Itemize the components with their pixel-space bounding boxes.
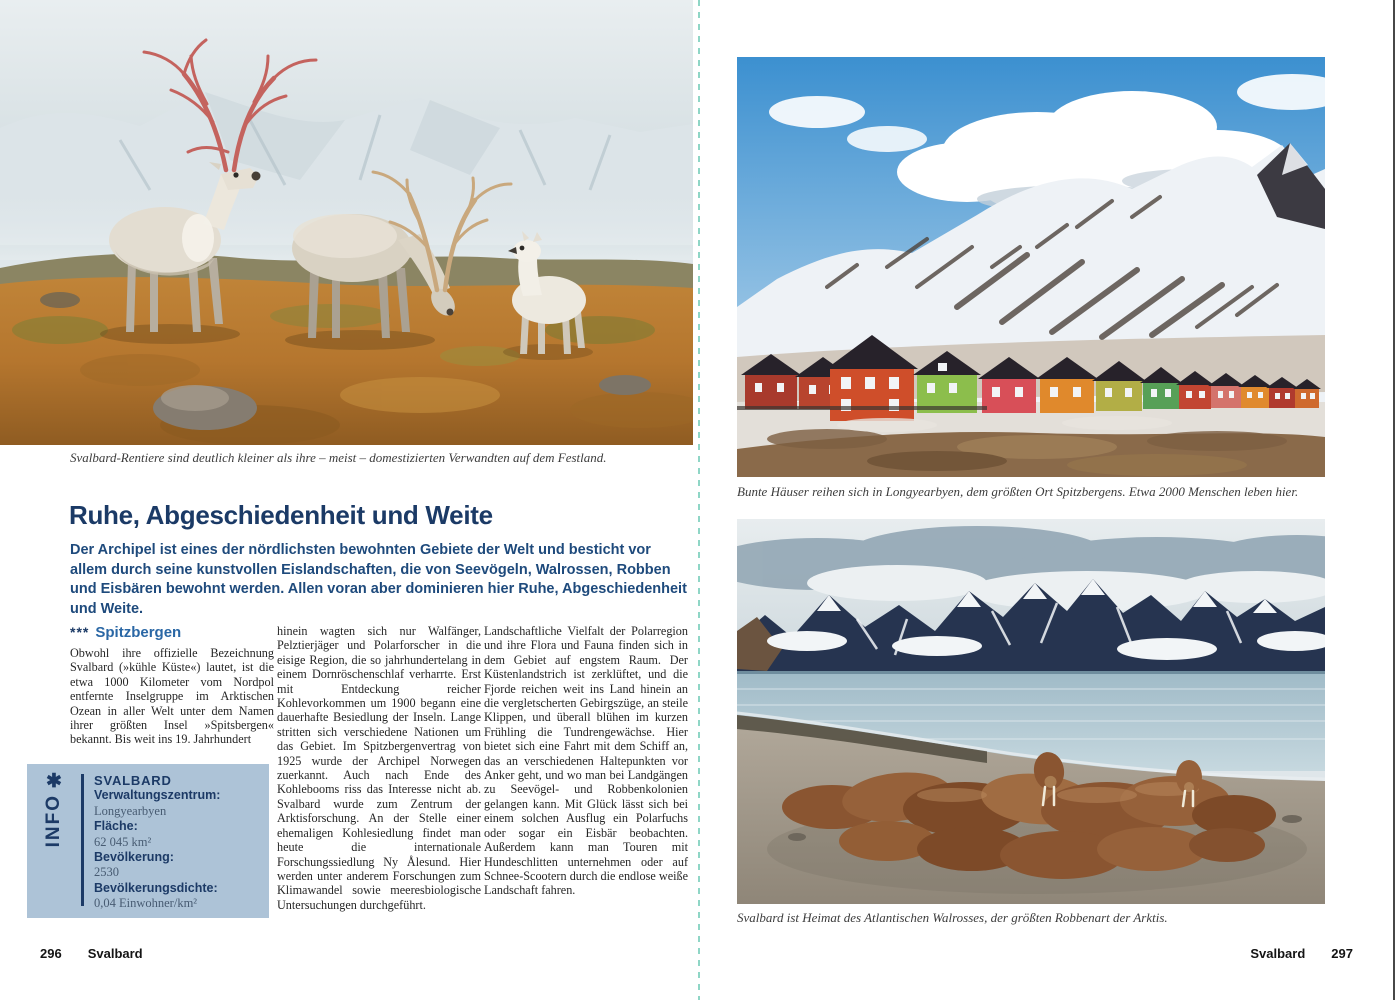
text-column-1 — [70, 624, 274, 764]
walrus-photo — [737, 519, 1325, 904]
lead-paragraph: Der Archipel ist eines der nördlichsten bewohnten Gebiete der Welt und besticht vor allem durch seine kunstvollen Eislandschaften, die von Seevögeln, Walrossen, Robben und Eisbären bewohnt werden. Allen voran aber dominieren hier Ruhe, Abgeschiedenheit und Weite. — [70, 542, 687, 617]
column-subhead — [70, 624, 274, 641]
info-title: SVALBARD — [94, 773, 172, 788]
info-row-value: Longyearbyen — [94, 803, 167, 818]
reindeer-photo — [0, 0, 693, 445]
info-row-label: Fläche: — [94, 819, 138, 834]
info-row-value: 2530 — [94, 865, 119, 880]
page-number: 297 — [1331, 946, 1353, 961]
footer-section-label: Svalbard — [87, 946, 143, 961]
info-row-value: 62 045 km² — [94, 834, 152, 849]
info-row-label: Verwaltungszentrum: — [94, 788, 221, 803]
footer-left — [40, 946, 143, 961]
walrus-photo-caption: Svalbard ist Heimat des Atlantischen Walrosses, der größten Robbenart der Arktis. — [737, 910, 1168, 925]
rating-stars: *** — [70, 624, 90, 640]
info-vertical-label — [27, 764, 81, 918]
longyearbyen-photo — [737, 57, 1325, 477]
info-label: INFO — [43, 794, 64, 848]
footer-section-label: Svalbard — [1250, 946, 1306, 961]
page-number: 296 — [40, 946, 62, 961]
info-row-value: 0,04 Einwohner/km² — [94, 896, 198, 911]
subhead-title: Spitzbergen — [95, 624, 182, 641]
info-divider-line — [81, 774, 84, 906]
body-text: Obwohl ihre offizielle Bezeichnung Svalbard (»kühle Küste«) lautet, ist die etwa 1000 Kilometer vom Nordpol entfernte Inselgruppe im Arktischen Ozean in aller Welt unter dem Namen ihrer größten Insel »Spitsbergen« bekannt. Bis weit ins 19. Jahrhundert — [70, 646, 274, 747]
longyearbyen-photo-caption: Bunte Häuser reihen sich in Longyearbyen, dem größten Ort Spitzbergens. Etwa 2000 Menschen leben hier. — [737, 484, 1299, 499]
info-content — [94, 773, 261, 912]
spine-divider — [698, 0, 700, 1000]
text-column-3: Landschaftliche Vielfalt der Polarregion und ihre Flora und Fauna finden sich in dem Gebiet auf engstem Raum. Der Küstenlandstrich ist zerklüftet, und die Fjorde reichen weit ins Land hinein an die vergletscherten Gebirgszüge, an steile Klippen, und überall blühen im kurzen Frühling die Tundrengewächse. Hier bietet sich eine Fahrt mit dem Schiff an, das an verschiedenen Haltepunkten vor Anker geht, und wo man bei Landgängen zu Seevögel- und Robbenkolonien gelangen kann. Mit Glück lässt sich bei einem solchen Ausflug ein Polarfuchs oder sogar ein Eisbär beobachten. Außerdem kann man Touren mit Hundeschlitten unternehmen oder auf Schnee-Scootern durch die endlose weiße Landschaft fahren. — [484, 624, 688, 898]
info-row-label: Bevölkerung: — [94, 850, 174, 865]
reindeer-photo-caption: Svalbard-Rentiere sind deutlich kleiner als ihre – meist – domestizierten Verwandten auf dem Festland. — [70, 450, 607, 465]
footer-right — [1250, 946, 1353, 961]
section-heading: Ruhe, Abgeschiedenheit und Weite — [69, 500, 493, 530]
info-row-label: Bevölkerungsdichte: — [94, 880, 218, 895]
page-edge-line — [1393, 0, 1395, 1000]
info-star-icon: ✱ — [46, 771, 62, 792]
info-box — [27, 764, 269, 918]
text-column-2: hinein wagten sich nur Walfänger, Pelztierjäger und Polarforscher in die eisige Region, die so jahrhundertelang in einem Dornröschenschlaf verharrte. Erst mit Entdeckung reicher Kohlevorkommen um 1900 begann eine dauerhafte Besiedlung der Inseln. Lange stritten sich verschiedene Nationen um das Gebiet. Im Spitzbergenvertrag von 1925 wurde der Archipel Norwegen zuerkannt. Auch nach Ende des Kohlebooms riss das Interesse nicht ab. Svalbard wurde zum Zentrum der Arktisforschung. An der Stelle einer ehemaligen Kohlesiedlung findet man heute die internationale Forschungssiedlung Ny Ålesund. Hier werden unter anderem Forschungen zum Klimawandel sowie meeresbiologische Untersuchungen durchgeführt. — [277, 624, 481, 912]
